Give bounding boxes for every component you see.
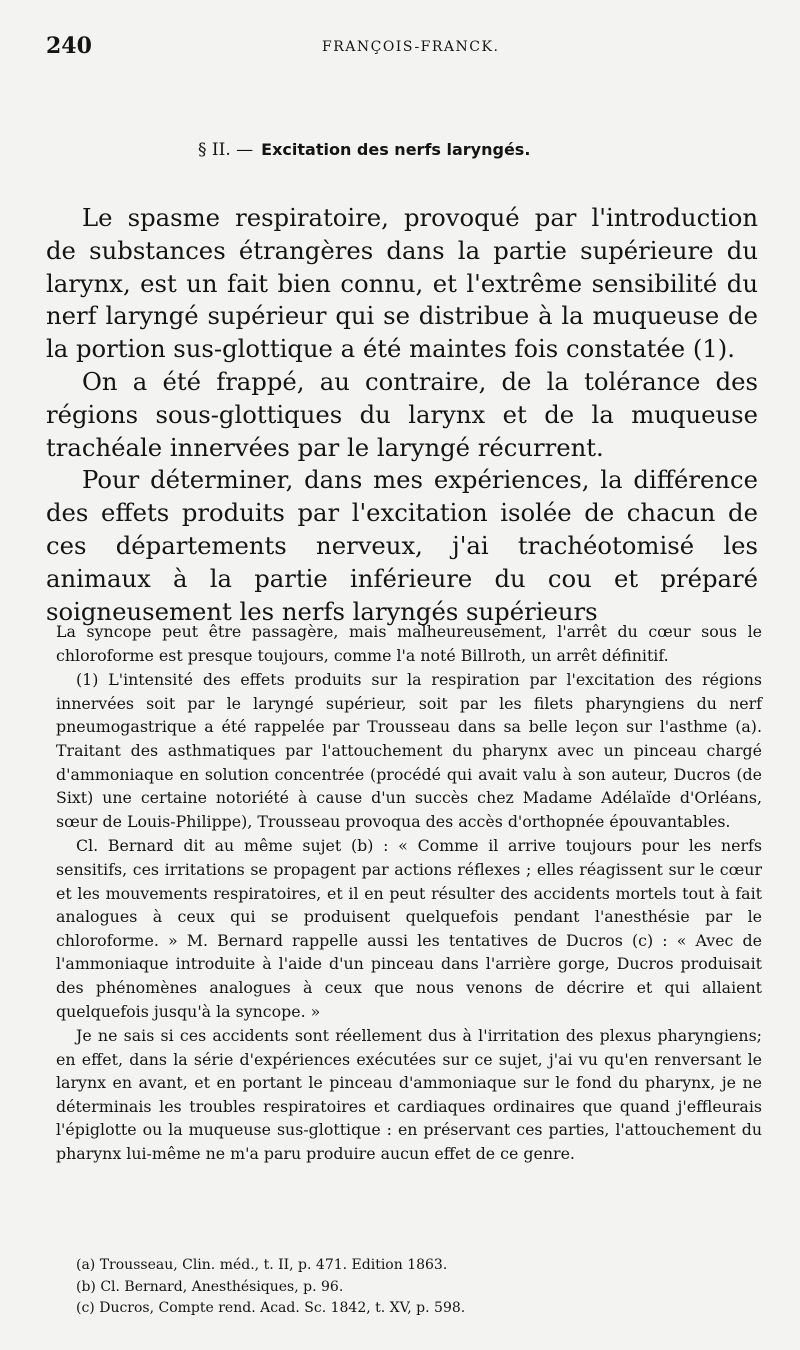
body-paragraph: Pour déterminer, dans mes expériences, la différence des effets produits par l'excitation isolée de chacun de ces départements nerveux, j'ai trachéotomisé les animaux à la partie inférieure du cou et préparé soigneusement les nerfs laryngés supérieurs xyxy=(46,465,758,626)
page-number: 240 xyxy=(46,33,92,59)
page-header xyxy=(46,33,740,63)
reference-c: (c) Ducros, Compte rend. Acad. Sc. 1842, t. XV, p. 598. xyxy=(76,1300,466,1316)
reference-list xyxy=(76,1255,726,1320)
section-heading xyxy=(198,140,530,160)
section-number: § II. — xyxy=(198,140,254,160)
footnote-1-paragraph: (1) L'intensité des effets produits sur la respiration par l'excitation des régions innervées soit par le laryngé supérieur, soit par les filets pharyngiens du nerf pneumogastrique a été rappelée par Trousseau dans sa belle leçon sur l'asthme (a). Traitant des asthmatiques par l'attouchement du pharynx avec un pinceau chargé d'ammoniaque en solution concentrée (procédé qui avait valu à son auteur, Ducros (de Sixt) une certaine notoriété à cause d'un succès chez Madame Adélaïde d'Orléans, sœur de Louis-Philippe), Trousseau provoqua des accès d'orthopnée épouvantables. xyxy=(56,670,762,831)
body-paragraph: On a été frappé, au contraire, de la tolérance des régions sous-glottiques du larynx et de la muqueuse trachéale innervées par le laryngé récurrent. xyxy=(46,366,758,462)
main-text xyxy=(46,202,758,628)
body-paragraph: Le spasme respiratoire, provoqué par l'introduction de substances étrangères dans la partie supérieure du larynx, est un fait bien connu, et l'extrême sensibilité du nerf laryngé supérieur qui se distribue à la muqueuse de la portion sus-glottique a été maintes fois constatée (1). xyxy=(46,203,758,364)
footnote-1-paragraph: Cl. Bernard dit au même sujet (b) : « Comme il arrive toujours pour les nerfs sensitifs, ces irritations se propagent par actions réflexes ; elles réagissent sur le cœur et les mouvements respiratoires, et il en peut résulter des accidents mortels tout à fait analogues à ceux qui se produisent quelquefois pendant l'anesthésie par le chloroforme. » M. Bernard rappelle aussi les tentatives de Ducros (c) : « Avec de l'ammoniaque introduite à l'aide d'un pinceau dans l'arrière gorge, Ducros produisait des phénomènes analogues à ceux que nous venons de décrire et qui allaient quelquefois jusqu'à la syncope. » xyxy=(56,836,762,1021)
footnote-continuation: La syncope peut être passagère, mais malheureusement, l'arrêt du cœur sous le chloroforme est presque toujours, comme l'a noté Billroth, un arrêt définitif. xyxy=(56,622,762,665)
section-title: Excitation des nerfs laryngés. xyxy=(261,140,531,159)
reference-a: (a) Trousseau, Clin. méd., t. II, p. 471. Edition 1863. xyxy=(76,1257,448,1273)
running-head: FRANÇOIS-FRANCK. xyxy=(322,39,500,55)
reference-b: (b) Cl. Bernard, Anesthésiques, p. 96. xyxy=(76,1278,344,1295)
footnote-1-paragraph: Je ne sais si ces accidents sont réellement dus à l'irritation des plexus pharyngiens; en effet, dans la série d'expériences exécutées sur ce sujet, j'ai vu qu'en renversant le larynx en avant, et en portant le pinceau d'ammoniaque sur le fond du pharynx, je ne déterminais les troubles respiratoires et cardiaques ordinaires que quand j'effleurais l'épiglotte ou la muqueuse sus-glottique : en préservant ces parties, l'attouchement du pharynx lui-même ne m'a paru produire aucun effet de ce genre. xyxy=(56,1026,762,1164)
footnotes xyxy=(56,620,762,1167)
